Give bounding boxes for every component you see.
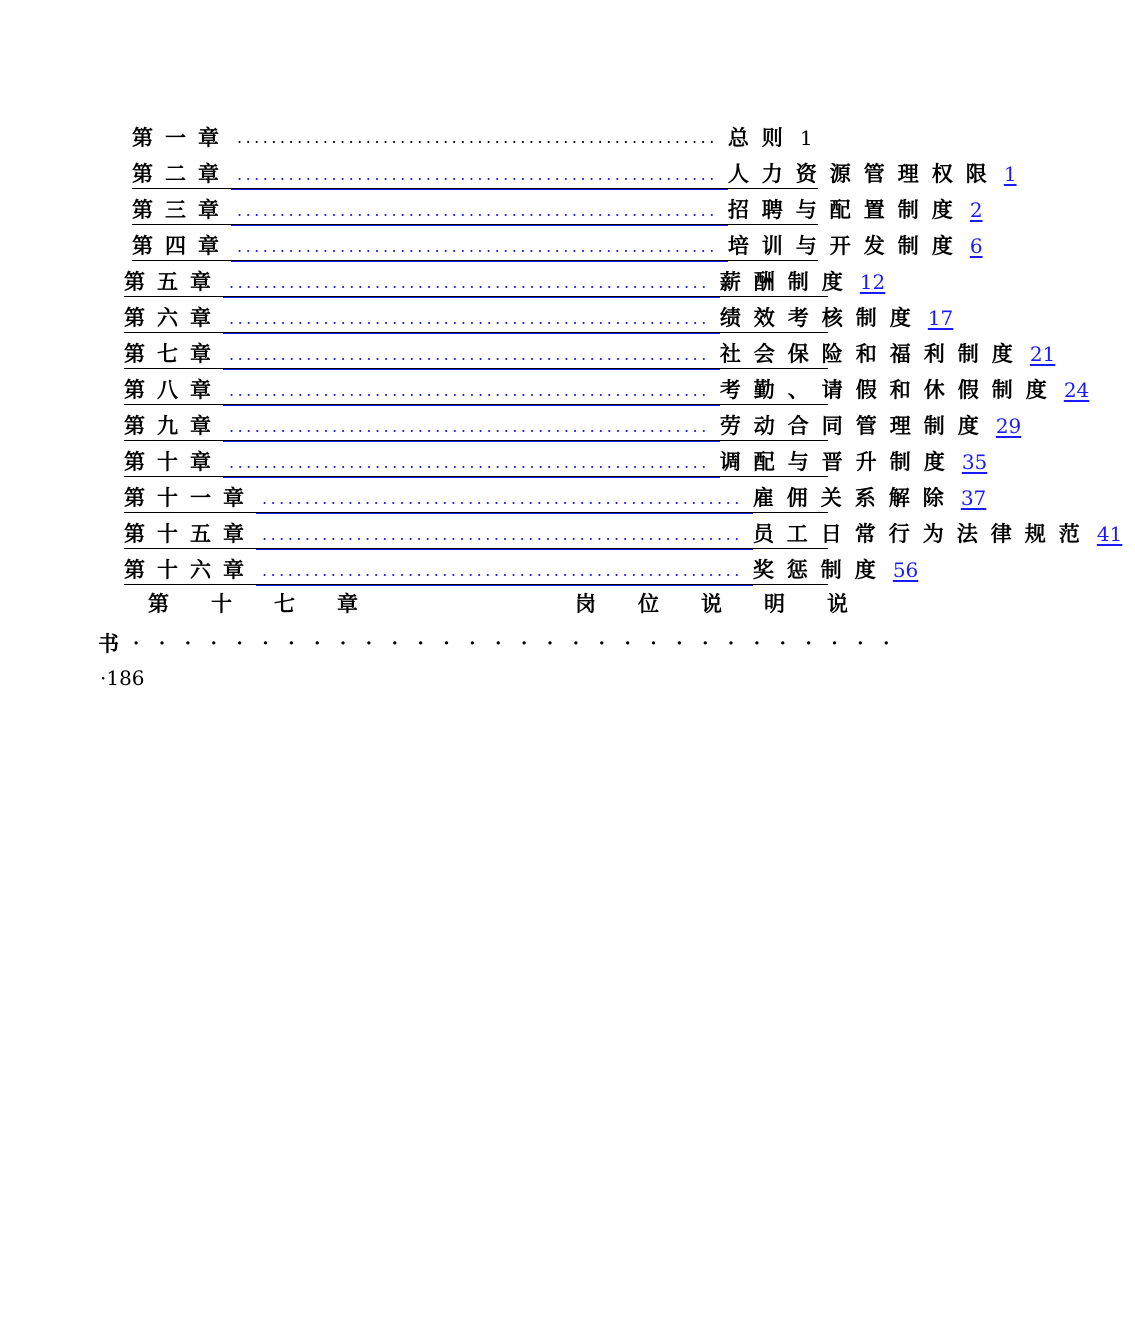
dot-leader: ······························ (133, 632, 909, 654)
chapter-label: 第十一章 (124, 485, 256, 510)
dot-leader: ........................................................ (231, 161, 728, 190)
chapter-title: 总则 (727, 125, 796, 150)
page-number-link[interactable]: 21 (1029, 342, 1056, 366)
chapter-title: 薪酬制度 (719, 269, 856, 294)
chapter-label: 第六章 (124, 305, 223, 330)
chapter-label: 第八章 (124, 377, 223, 402)
dot-leader: ........................................................ (223, 341, 720, 370)
toc-entry-6[interactable] (124, 298, 954, 333)
chapter-label: 第五章 (124, 269, 223, 294)
page-number-link[interactable]: 6 (969, 234, 983, 258)
toc-entry-14-line2 (98, 626, 909, 660)
chapter-label: 第十章 (124, 449, 223, 474)
page-number-link[interactable]: 37 (960, 486, 987, 510)
chapter-title: 考勤、请假和休假制度 (719, 377, 1060, 402)
page-number-link[interactable]: 29 (995, 414, 1022, 438)
page-number-link[interactable]: 2 (969, 198, 983, 222)
page-number-link[interactable]: 35 (961, 450, 988, 474)
chapter-title: 奖惩制度 (752, 557, 889, 582)
toc-entry-1[interactable] (132, 118, 816, 152)
toc-entry-3[interactable] (132, 190, 983, 225)
chapter-label: 第十六章 (124, 557, 256, 582)
chapter-title-continued: 书 (98, 631, 119, 656)
dot-leader: ........................................................ (256, 485, 753, 514)
toc-entry-4[interactable] (132, 226, 983, 261)
page-number-link[interactable]: 41 (1096, 522, 1123, 546)
dot-leader: ........................................................ (223, 305, 720, 334)
chapter-label: 第七章 (124, 341, 223, 366)
toc-entry-2[interactable] (132, 154, 1017, 189)
dot-leader: ........................................................ (223, 269, 720, 298)
page-number: ·186 (100, 666, 145, 690)
dot-leader: ........................................................ (223, 377, 720, 406)
toc-entry-10[interactable] (124, 442, 988, 477)
chapter-label: 第一章 (132, 125, 231, 150)
page-number-link[interactable]: 12 (859, 270, 886, 294)
toc-entry-12[interactable] (124, 514, 1123, 549)
chapter-title: 岗 位 说 明 说 (575, 591, 848, 616)
chapter-label: 第二章 (132, 161, 231, 186)
chapter-title: 劳动合同管理制度 (719, 413, 992, 438)
toc-entry-13[interactable] (124, 550, 919, 585)
toc-entry-14-line1 (148, 588, 848, 622)
toc-entry-8[interactable] (124, 370, 1090, 405)
chapter-label: 第九章 (124, 413, 223, 438)
page-number-link[interactable]: 24 (1063, 378, 1090, 402)
toc-entry-5[interactable] (124, 262, 886, 297)
chapter-title: 员工日常行为法律规范 (752, 521, 1093, 546)
chapter-label: 第十五章 (124, 521, 256, 546)
chapter-label: 第三章 (132, 197, 231, 222)
toc-entry-9[interactable] (124, 406, 1022, 441)
chapter-title: 人力资源管理权限 (727, 161, 1000, 186)
dot-leader: ........................................................ (256, 521, 753, 550)
dot-leader: ........................................................ (231, 233, 728, 262)
page-number: 1 (799, 126, 813, 150)
page-number-link[interactable]: 56 (892, 558, 919, 582)
toc-entry-7[interactable] (124, 334, 1056, 369)
chapter-title: 雇佣关系解除 (752, 485, 957, 510)
page-number-link[interactable]: 17 (927, 306, 954, 330)
chapter-label: 第四章 (132, 233, 231, 258)
chapter-title: 绩效考核制度 (719, 305, 924, 330)
chapter-title: 调配与晋升制度 (719, 449, 958, 474)
toc-entry-11[interactable] (124, 478, 987, 513)
dot-leader: ........................................................ (223, 413, 720, 442)
chapter-label: 第 十 七 章 (148, 591, 358, 616)
dot-leader: ........................................................ (256, 557, 753, 586)
chapter-title: 培训与开发制度 (727, 233, 966, 258)
chapter-title: 社会保险和福利制度 (719, 341, 1026, 366)
dot-leader: ........................................................ (231, 197, 728, 226)
chapter-title: 招聘与配置制度 (727, 197, 966, 222)
dot-leader: ........................................................ (237, 128, 718, 147)
dot-leader: ........................................................ (223, 449, 720, 478)
page-number-link[interactable]: 1 (1003, 162, 1017, 186)
